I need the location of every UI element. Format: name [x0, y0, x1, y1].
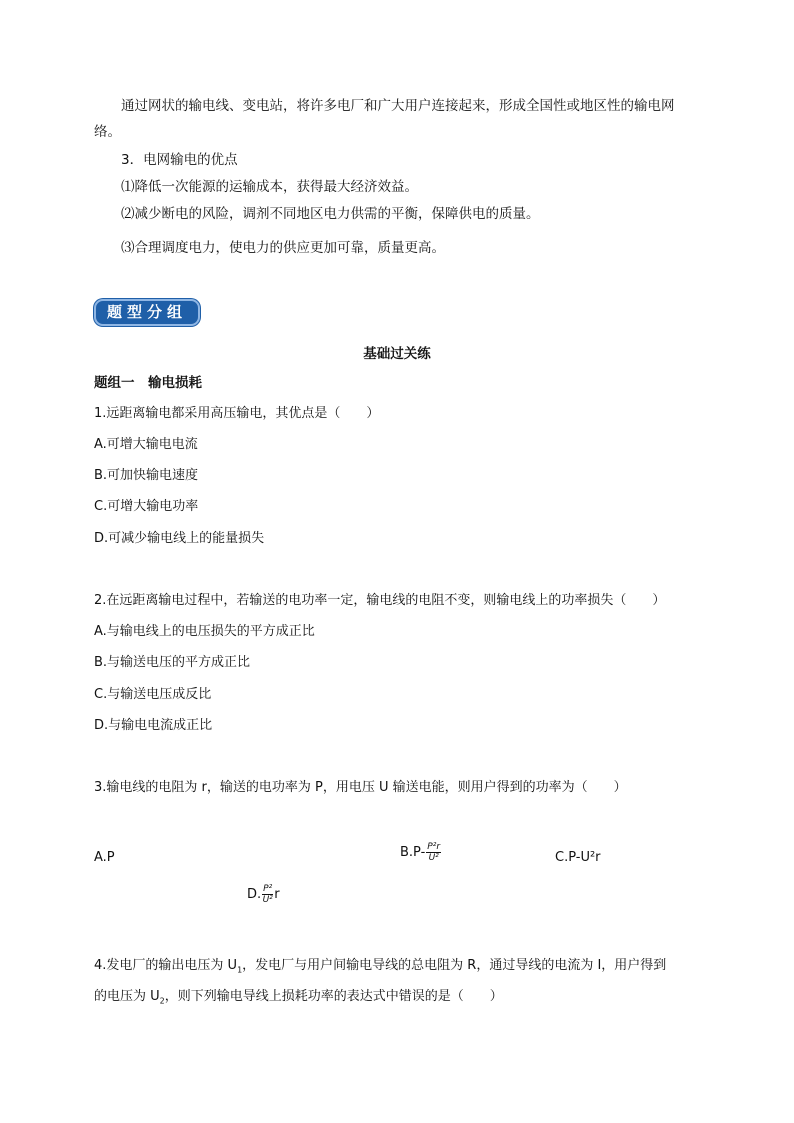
advantage-item-2: ⑵减少断电的风险，调剂不同地区电力供需的平衡，保障供电的质量。 — [121, 206, 540, 222]
q1-option-b: B.可加快输电速度 — [94, 468, 199, 483]
intro-paragraph-line2: 络。 — [94, 124, 121, 140]
q3-option-d — [247, 884, 280, 905]
q2-option-b: B.与输送电压的平方成正比 — [94, 655, 251, 670]
question-type-badge: 题型分组 — [94, 299, 200, 326]
section-title: 基础过关练 — [363, 346, 431, 362]
q3-option-d-fraction — [262, 884, 273, 905]
q3-option-b-prefix: B.P- — [400, 845, 426, 860]
q4-stem-line2 — [94, 987, 503, 1007]
advantage-item-3: ⑶合理调度电力，使电力的供应更加可靠，质量更高。 — [121, 240, 445, 256]
q4-line2-text-b: ，则下列输电导线上损耗功率的表达式中错误的是（ ） — [164, 989, 503, 1004]
q3-option-c: C.P-U²r — [555, 850, 601, 865]
q4-subscript-2: 2 — [159, 996, 165, 1006]
q3-option-d-denominator: U² — [262, 895, 273, 905]
q1-option-d: D.可减少输电线上的能量损失 — [94, 531, 265, 546]
q3-option-d-prefix: D. — [247, 887, 262, 902]
advantage-item-1: ⑴降低一次能源的运输成本，获得最大经济效益。 — [121, 179, 418, 195]
q3-stem: 3.输电线的电阻为 r，输送的电功率为 P，用电压 U 输送电能，则用户得到的功率为（ ） — [94, 780, 627, 795]
q4-stem-line1 — [94, 956, 666, 976]
q2-option-d: D.与输电电流成正比 — [94, 718, 213, 733]
q2-option-c: C.与输送电压成反比 — [94, 687, 212, 702]
q4-line1-text-a: 4.发电厂的输出电压为 U — [94, 958, 238, 973]
q3-option-d-numerator: P² — [263, 884, 273, 894]
q3-option-d-suffix: r — [274, 887, 280, 902]
intro-paragraph-line1: 通过网状的输电线、变电站，将许多电厂和广大用户连接起来，形成全国性或地区性的输电网 — [121, 98, 675, 114]
advantages-heading: 3．电网输电的优点 — [121, 152, 238, 168]
q2-stem: 2.在远距离输电过程中，若输送的电功率一定，输电线的电阻不变，则输电线上的功率损失（ ） — [94, 593, 666, 608]
q1-option-c: C.可增大输电功率 — [94, 499, 199, 514]
group-title: 题组一 输电损耗 — [94, 375, 202, 391]
q1-option-a: A.可增大输电电流 — [94, 437, 198, 452]
q3-option-b-denominator: U² — [428, 853, 439, 863]
q2-option-a: A.与输电线上的电压损失的平方成正比 — [94, 624, 315, 639]
q3-option-a: A.P — [94, 850, 115, 865]
q4-line1-text-b: ，发电厂与用户间输电导线的总电阻为 R，通过导线的电流为 I，用户得到 — [242, 958, 667, 973]
q3-option-b-numerator: P²r — [427, 842, 441, 852]
q4-line2-text-a: 的电压为 U — [94, 989, 160, 1004]
q3-option-b-fraction — [426, 842, 441, 863]
q1-stem: 1.远距离输电都采用高压输电，其优点是（ ） — [94, 406, 380, 421]
q3-option-b — [400, 842, 442, 863]
q4-subscript-1: 1 — [237, 965, 243, 975]
